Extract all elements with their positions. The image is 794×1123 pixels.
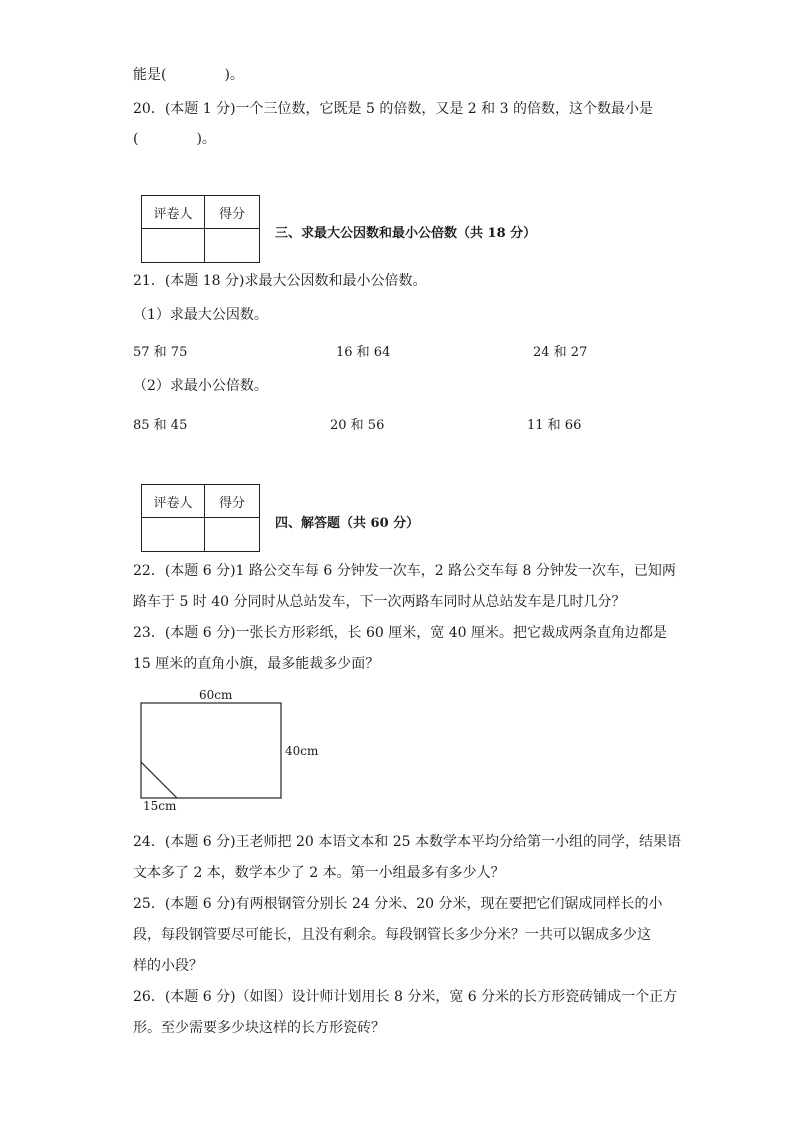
- q25-line1: 25．(本题 6 分)有两根钢管分别长 24 分米、20 分米，现在要把它们锯成同样长的小: [133, 896, 663, 912]
- q21-part1: （1）求最大公因数。: [133, 307, 268, 323]
- q19-tail-open: 能是(: [133, 67, 167, 83]
- figure-leg-label: 15cm: [143, 799, 177, 813]
- q21-title: 21．(本题 18 分)求最大公因数和最小公倍数。: [133, 273, 427, 289]
- q26-line2: 形。至少需要多少块这样的长方形瓷砖？: [133, 1020, 385, 1036]
- reviewer-cell[interactable]: [142, 229, 205, 263]
- lcm-item-3: 11 和 66: [527, 418, 582, 433]
- section4-title: 四、解答题（共 60 分）: [275, 516, 420, 531]
- q25-line2: 段，每段钢管要尽可能长，且没有剩余。每段钢管长多少分米？一共可以锯成多少这: [133, 927, 651, 943]
- q26-line1: 26．(本题 6 分)（如图）设计师计划用长 8 分米，宽 6 分米的长方形瓷砖铺成一个正方: [133, 989, 678, 1005]
- q20-blank-open: (: [133, 131, 139, 147]
- q22-line2: 路车于 5 时 40 分同时从总站发车，下一次两路车同时从总站发车是几时几分？: [133, 594, 626, 610]
- gcd-item-2: 16 和 64: [336, 345, 391, 360]
- rectangle-paper-figure: [140, 702, 285, 800]
- reviewer-cell[interactable]: [142, 518, 205, 552]
- triangle-flag-hypotenuse: [141, 762, 177, 798]
- q20-blank-close: )。: [196, 131, 216, 147]
- score-header: 得分: [205, 196, 260, 229]
- q25-line3: 样的小段？: [133, 958, 203, 974]
- reviewer-header: 评卷人: [142, 485, 205, 518]
- figure-height-label: 40cm: [285, 744, 319, 758]
- score-cell[interactable]: [205, 518, 260, 552]
- q23-line2: 15 厘米的直角小旗，最多能裁多少面？: [133, 656, 380, 672]
- reviewer-header: 评卷人: [142, 196, 205, 229]
- q20-line1: 20．(本题 1 分)一个三位数，它既是 5 的倍数，又是 2 和 3 的倍数，这个数最小是: [133, 101, 653, 117]
- lcm-item-1: 85 和 45: [133, 418, 188, 433]
- q24-line1: 24．(本题 6 分)王老师把 20 本语文本和 25 本数学本平均分给第一小组的同学，结果语: [133, 834, 681, 850]
- q19-tail: [133, 66, 244, 84]
- q19-tail-close: )。: [224, 67, 244, 83]
- q22-line1: 22．(本题 6 分)1 路公交车每 6 分钟发一次车，2 路公交车每 8 分钟发一次车，已知两: [133, 563, 676, 579]
- gcd-item-3: 24 和 27: [533, 345, 588, 360]
- score-table-section4: [141, 484, 260, 552]
- q20-line2: [133, 130, 216, 148]
- score-cell[interactable]: [205, 229, 260, 263]
- figure-width-label: 60cm: [199, 688, 233, 702]
- lcm-item-2: 20 和 56: [330, 418, 385, 433]
- score-header: 得分: [205, 485, 260, 518]
- q21-part2: （2）求最小公倍数。: [133, 378, 268, 394]
- q24-line2: 文本多了 2 本，数学本少了 2 本。第一小组最多有多少人？: [133, 865, 505, 881]
- section3-title: 三、求最大公因数和最小公倍数（共 18 分）: [275, 226, 537, 241]
- score-table-section3: [141, 195, 260, 263]
- gcd-item-1: 57 和 75: [133, 345, 188, 360]
- q23-line1: 23．(本题 6 分)一张长方形彩纸，长 60 厘米，宽 40 厘米。把它裁成两条直角边都是: [133, 625, 667, 641]
